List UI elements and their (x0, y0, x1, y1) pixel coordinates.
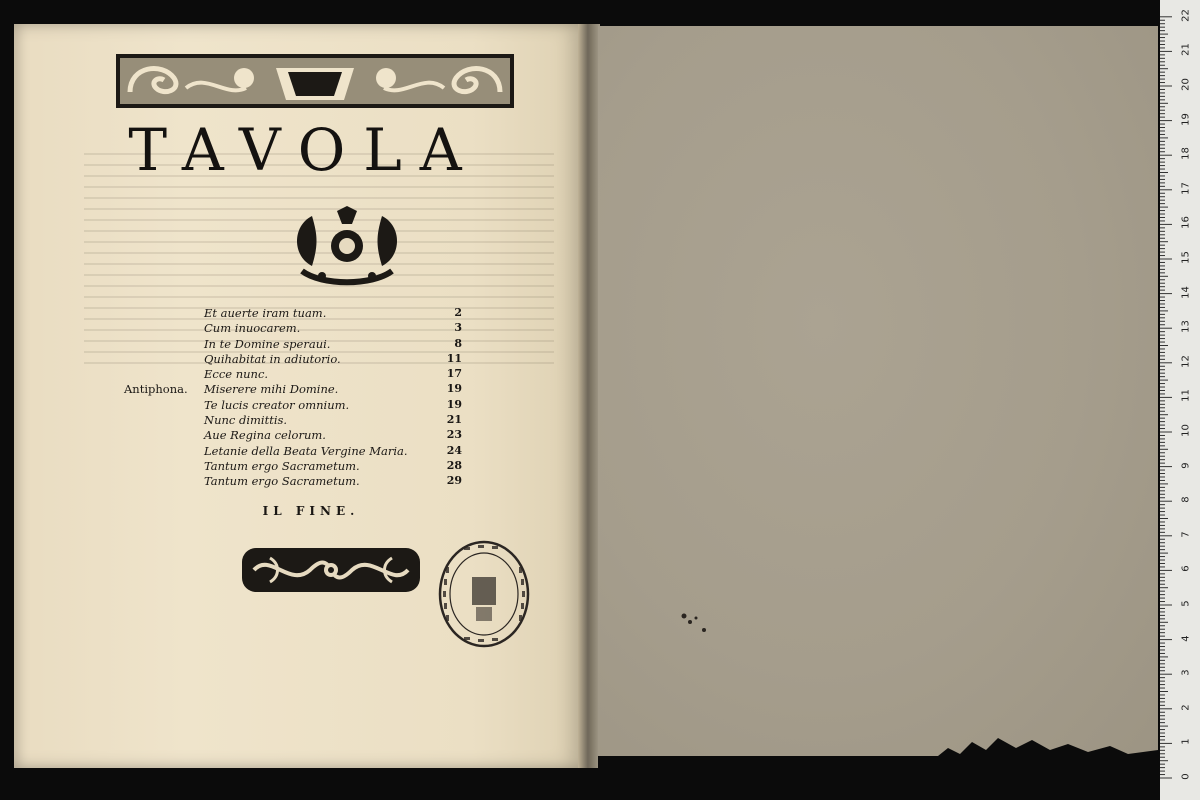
ruler-number: 16 (1180, 216, 1192, 230)
ruler-number: 10 (1180, 424, 1192, 437)
toc-row (124, 367, 474, 382)
toc-row (124, 459, 474, 474)
toc-page-number: 23 (446, 428, 462, 442)
toc-row (124, 352, 474, 367)
table-of-contents (124, 306, 474, 490)
toc-item: Cum inuocarem. (204, 321, 301, 336)
toc-page-number: 3 (454, 321, 462, 335)
toc-row (124, 337, 474, 352)
toc-page-number: 8 (454, 336, 462, 350)
toc-item: In te Domine speraui. (204, 336, 331, 351)
toc-page-number: 11 (446, 351, 462, 365)
tailpiece-ornament (240, 544, 422, 596)
mask-fleuron-ornament (282, 206, 412, 286)
headpiece-ornament (116, 48, 514, 112)
toc-row (124, 321, 474, 336)
measurement-ruler (1160, 0, 1200, 800)
toc-item: Nunc dimittis. (204, 413, 288, 428)
toc-page-number: 19 (446, 382, 462, 396)
toc-page-number: 21 (446, 413, 462, 427)
ruler-number: 19 (1180, 112, 1192, 126)
toc-row (124, 428, 474, 443)
antiphona-label: Antiphona. (124, 382, 188, 397)
toc-page-number: 17 (446, 367, 462, 381)
ruler-number: 11 (1180, 389, 1192, 403)
ruler-number: 8 (1180, 496, 1192, 503)
toc-item: Et auerte iram tuam. (204, 306, 327, 320)
toc-page-number: 24 (446, 443, 462, 457)
toc-row (124, 444, 474, 459)
ruler-number: 4 (1180, 634, 1192, 642)
toc-item: Quihabitat in adiutorio. (204, 351, 341, 366)
ruler-number: 9 (1180, 461, 1192, 469)
ruler-number: 13 (1180, 320, 1192, 334)
toc-row (124, 413, 474, 428)
ruler-number: 3 (1180, 669, 1192, 676)
toc-page-number: 2 (454, 306, 462, 319)
toc-item: Aue Regina celorum. (204, 428, 326, 443)
ruler-number: 6 (1180, 565, 1192, 573)
ruler-number: 17 (1180, 181, 1192, 195)
toc-page-number: 29 (446, 474, 462, 488)
ruler-number: 5 (1180, 600, 1192, 607)
il-fine-text: IL FINE. (262, 504, 360, 518)
toc-row (124, 398, 474, 413)
ruler-number: 7 (1180, 531, 1192, 538)
ruler-number: 14 (1180, 285, 1192, 299)
ruler-number: 18 (1180, 147, 1192, 161)
library-stamp (434, 539, 534, 649)
toc-item: Ecce nunc. (204, 367, 269, 382)
ruler-number: 2 (1180, 704, 1192, 711)
torn-edge (598, 728, 1158, 768)
ruler-number: 12 (1180, 354, 1192, 368)
toc-row (124, 382, 474, 397)
toc-item: Letanie della Beata Vergine Maria. (204, 443, 408, 458)
ruler-number: 1 (1180, 738, 1192, 746)
ink-blot (678, 608, 718, 638)
toc-item: Tantum ergo Sacrametum. (204, 474, 360, 489)
blank-right-page (598, 26, 1158, 768)
toc-item: Tantum ergo Sacrametum. (204, 458, 360, 473)
page-title: TAVOLA (128, 116, 480, 184)
ruler-number: 20 (1180, 78, 1192, 91)
toc-item: Te lucis creator omnium. (204, 397, 350, 412)
toc-row (124, 474, 474, 489)
ruler-number: 21 (1180, 43, 1192, 57)
ruler-number: 22 (1180, 8, 1192, 22)
left-page (14, 24, 586, 768)
book-gutter (578, 24, 600, 768)
ruler-number: 15 (1180, 251, 1192, 264)
toc-page-number: 19 (446, 397, 462, 411)
toc-page-number: 28 (446, 458, 462, 472)
toc-item: Miserere mihi Domine. (204, 382, 339, 397)
toc-row (124, 306, 474, 321)
ruler-number: 0 (1180, 773, 1192, 780)
